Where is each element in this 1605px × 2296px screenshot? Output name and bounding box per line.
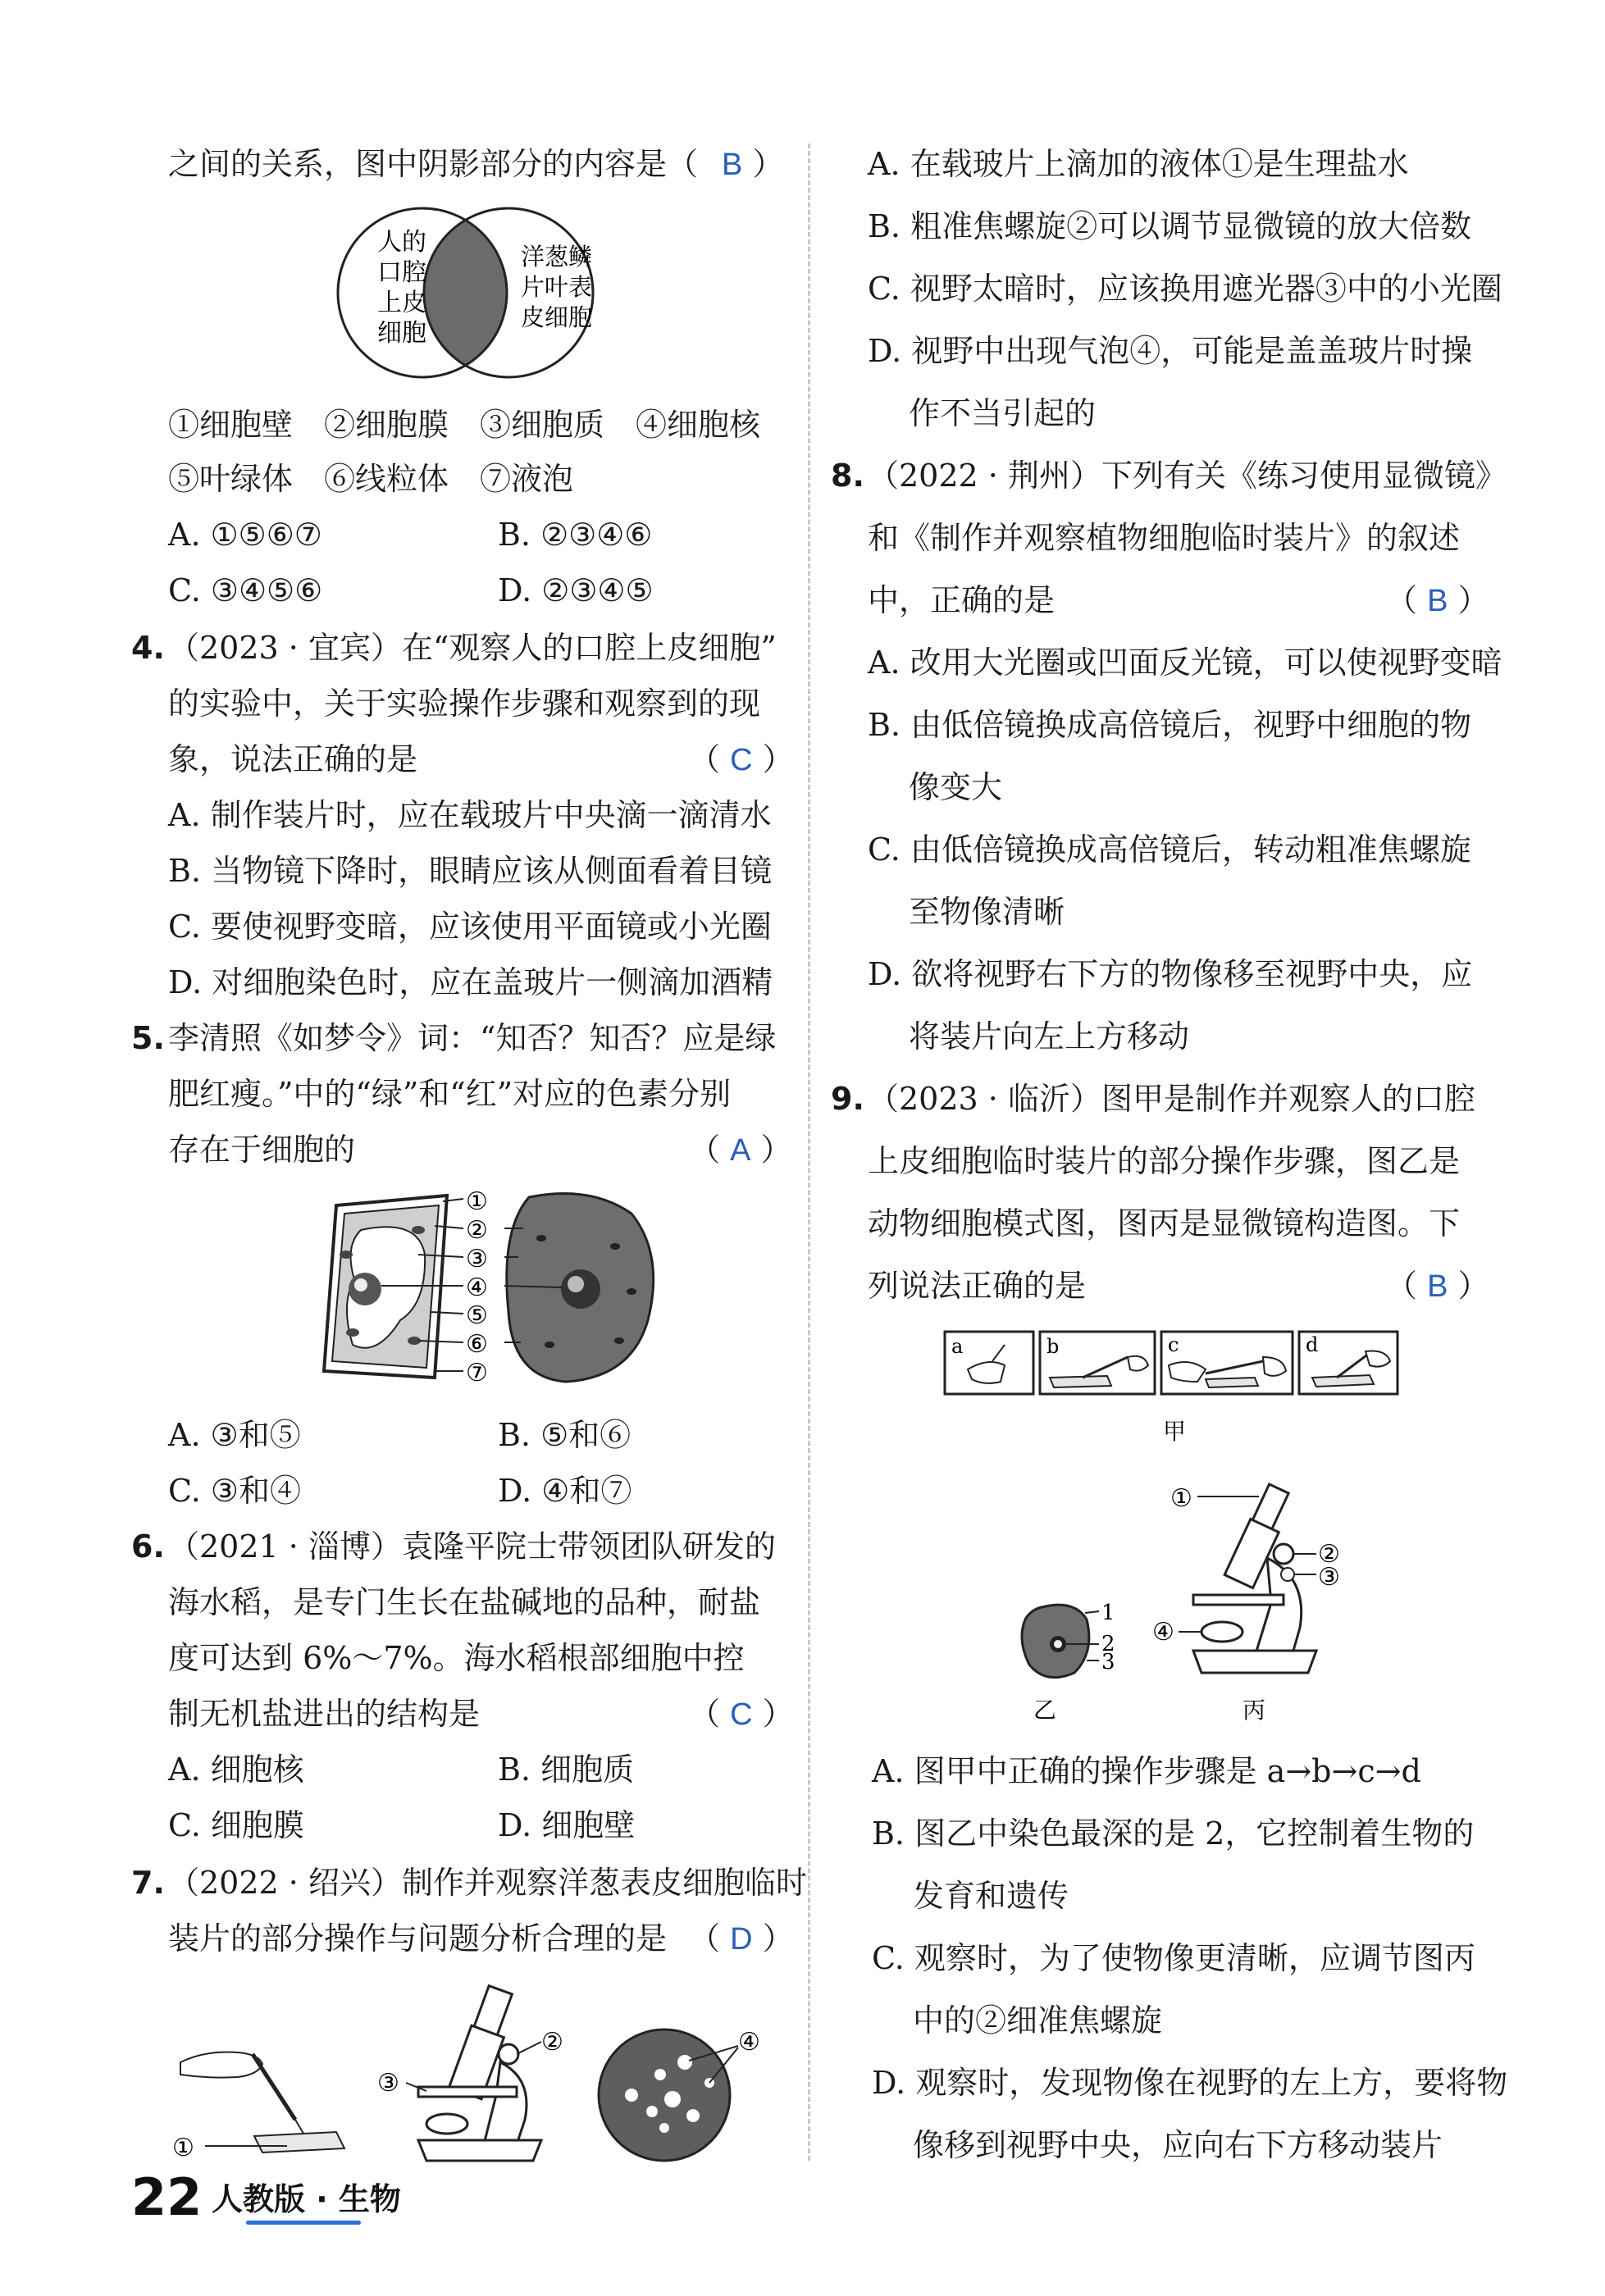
- q3-item-5: ⑤叶绿体: [168, 461, 294, 497]
- q5-option-b: B. ⑤和⑥: [498, 1417, 632, 1453]
- step-a-panel: [945, 1332, 1033, 1394]
- q8-option-c: C. 由低倍镜换成高倍镜后，转动粗准焦螺旋: [868, 831, 1471, 868]
- cell-label-5: ⑤: [466, 1301, 488, 1330]
- q5-line-3: 存在于细胞的: [168, 1132, 356, 1168]
- bing-label-3: ③: [1318, 1563, 1340, 1592]
- bing-label-1: ①: [1170, 1484, 1192, 1513]
- q7-option-c: C. 视野太暗时，应该换用遮光器③中的小光圈: [868, 271, 1502, 307]
- q9-line-2: 上皮细胞临时装片的部分操作步骤，图乙是: [868, 1143, 1461, 1179]
- cell-label-7: ⑦: [466, 1359, 488, 1387]
- q4-option-a: A. 制作装片时，应在载玻片中央滴一滴清水: [168, 797, 772, 833]
- fig-jia-caption: 甲: [1163, 1418, 1187, 1445]
- q8-option-d: D. 欲将视野右下方的物像移至视野中央，应: [868, 956, 1473, 992]
- q5-answer: （ A ）: [689, 1132, 792, 1168]
- venn-left-label-3: 上皮: [377, 289, 426, 317]
- bing-label-2: ②: [1318, 1540, 1340, 1569]
- q9-fig-yi-bing: [996, 1472, 1407, 1734]
- q6-line-1: （2021 · 淄博）袁隆平院士带领团队研发的: [168, 1528, 776, 1565]
- q9-option-d: D. 观察时，发现物像在视野的左上方，要将物: [872, 2065, 1508, 2101]
- cell-label-2: ②: [466, 1216, 488, 1245]
- q8-option-b-cont: 像变大: [909, 769, 1003, 805]
- q6-number: 6.: [131, 1528, 165, 1565]
- q4-option-c: C. 要使视野变暗，应该使用平面镜或小光圈: [168, 909, 772, 945]
- q6-line-2: 海水稻，是专门生长在盐碱地的品种，耐盐: [168, 1584, 761, 1620]
- venn-left-label-1: 人的: [377, 228, 426, 257]
- fig-yi-caption: 乙: [1033, 1697, 1057, 1724]
- cell-label-4: ④: [466, 1273, 488, 1302]
- venn-left-label-2: 口腔: [377, 258, 426, 287]
- q7-option-a: A. 在载玻片上滴加的液体①是生理盐水: [868, 146, 1409, 182]
- q6-option-a: A. 细胞核: [168, 1752, 304, 1788]
- fig-bing-caption: 丙: [1243, 1697, 1266, 1724]
- q8-option-d-cont: 将装片向左上方移动: [909, 1018, 1190, 1055]
- q8-option-c-cont: 至物像清晰: [909, 894, 1065, 930]
- q7-label-4: ④: [738, 2028, 760, 2057]
- q4-answer: （ C ）: [689, 741, 794, 777]
- q3-answer: B ）: [722, 146, 784, 182]
- q6-option-c: C. 细胞膜: [168, 1807, 304, 1843]
- q7-option-d-cont: 作不当引起的: [909, 395, 1097, 431]
- animal-cell: [507, 1194, 654, 1383]
- step-b-label: b: [1046, 1335, 1060, 1358]
- q7-label-1: ①: [172, 2134, 194, 2162]
- q6-option-d: D. 细胞壁: [498, 1807, 636, 1843]
- q3-option-b: B. ②③④⑥: [498, 517, 653, 553]
- q9-number: 9.: [831, 1081, 864, 1117]
- q8-number: 8.: [831, 458, 864, 494]
- q6-answer: （ C ）: [689, 1696, 794, 1732]
- q9-line-1: （2023 · 临沂）图甲是制作并观察人的口腔: [868, 1081, 1475, 1117]
- dropper-hand: [172, 2052, 344, 2163]
- q3-item-7: ⑦液泡: [480, 461, 574, 497]
- q5-line-1: 李清照《如梦令》词：“知否？知否？应是绿: [168, 1020, 777, 1056]
- cell-label-1: ①: [466, 1187, 488, 1216]
- q9-line-4: 列说法正确的是: [868, 1268, 1087, 1304]
- q4-option-b: B. 当物镜下降时，眼睛应该从侧面看着目镜: [168, 853, 773, 889]
- step-c-panel: [1161, 1332, 1293, 1394]
- yi-label-3: 3: [1101, 1650, 1115, 1674]
- venn-diagram: [324, 201, 636, 385]
- q6-option-b: B. 细胞质: [498, 1752, 635, 1788]
- page-number: 22: [131, 2167, 203, 2227]
- q8-answer: （ B ）: [1386, 582, 1489, 618]
- q3-item-3: ③细胞质: [480, 407, 605, 443]
- step-a-label: a: [951, 1335, 964, 1358]
- q9-option-c-cont: 中的②细准焦螺旋: [913, 2002, 1163, 2039]
- yi-label-1: 1: [1101, 1601, 1115, 1625]
- q3-option-a: A. ①⑤⑥⑦: [168, 517, 322, 553]
- q7-field-of-view: [599, 2028, 760, 2161]
- q5-cells-figure: [303, 1181, 673, 1394]
- q7-line-1: （2022 · 绍兴）制作并观察洋葱表皮细胞临时: [168, 1865, 807, 1901]
- q9-option-b-cont: 发育和遗传: [913, 1878, 1069, 1914]
- q9-option-d-cont: 像移到视野中央，应向右下方移动装片: [913, 2127, 1443, 2163]
- q7-figure: [172, 1972, 796, 2165]
- q7-label-2: ②: [541, 2028, 563, 2057]
- q9-answer: （ B ）: [1386, 1268, 1489, 1304]
- q4-line-3: 象，说法正确的是: [168, 741, 418, 777]
- q3-option-c: C. ③④⑤⑥: [168, 572, 323, 608]
- column-divider: [808, 144, 810, 2161]
- q7-option-d: D. 视野中出现气泡④，可能是盖盖玻片时操: [868, 333, 1473, 369]
- q4-line-2: 的实验中，关于实验操作步骤和观察到的现: [168, 686, 761, 722]
- q7-option-b: B. 粗准焦螺旋②可以调节显微镜的放大倍数: [868, 208, 1472, 244]
- q3-item-2: ②细胞膜: [324, 407, 449, 443]
- venn-right-label-1: 洋葱鳞: [521, 243, 593, 271]
- step-b-panel: [1040, 1332, 1155, 1394]
- q4-option-d: D. 对细胞染色时，应在盖玻片一侧滴加酒精: [168, 964, 773, 1000]
- q3-option-d: D. ②③④⑤: [498, 572, 654, 608]
- footer-label: 人教版 · 生物: [212, 2181, 401, 2217]
- venn-right-label-3: 皮细胞: [521, 303, 593, 331]
- q8-line-3: 中，正确的是: [868, 582, 1056, 618]
- cell-label-3: ③: [466, 1245, 488, 1273]
- q5-option-d: D. ④和⑦: [498, 1473, 632, 1509]
- bing-label-4: ④: [1152, 1618, 1174, 1647]
- step-d-label: d: [1306, 1333, 1319, 1356]
- yi-label-2: 2: [1101, 1632, 1115, 1656]
- q9-fig-jia: [943, 1328, 1402, 1451]
- q7-answer: （ D ）: [689, 1920, 794, 1957]
- q3-tail-text: 之间的关系，图中阴影部分的内容是（: [168, 146, 699, 182]
- q5-number: 5.: [131, 1020, 165, 1056]
- step-d-panel: [1299, 1332, 1398, 1394]
- venn-left-label-4: 细胞: [377, 319, 426, 348]
- q9-option-c: C. 观察时，为了使物像更清晰，应调节图丙: [872, 1940, 1475, 1976]
- q4-line-1: （2023 · 宜宾）在“观察人的口腔上皮细胞”: [168, 630, 777, 666]
- q9-option-b: B. 图乙中染色最深的是 2，它控制着生物的: [872, 1815, 1475, 1852]
- q9-line-3: 动物细胞模式图，图丙是显微镜构造图。下: [868, 1205, 1461, 1241]
- q3-item-1: ①细胞壁: [168, 407, 294, 443]
- q8-option-b: B. 由低倍镜换成高倍镜后，视野中细胞的物: [868, 707, 1472, 743]
- q7-number: 7.: [131, 1865, 165, 1901]
- q5-line-2: 肥红瘦。”中的“绿”和“红”对应的色素分别: [168, 1076, 732, 1112]
- q4-number: 4.: [131, 630, 165, 666]
- step-c-label: c: [1168, 1333, 1179, 1356]
- q3-item-6: ⑥线粒体: [324, 461, 449, 497]
- q7-microscope: [377, 1986, 563, 2161]
- q6-line-3: 度可达到 6%～7%。海水稻根部细胞中控: [168, 1640, 745, 1676]
- microscope-bing: [1152, 1484, 1340, 1724]
- q3-item-4: ④细胞核: [636, 407, 761, 443]
- footer-accent-bar: [246, 2221, 361, 2225]
- q5-option-c: C. ③和④: [168, 1473, 301, 1509]
- q6-line-4: 制无机盐进出的结构是: [168, 1696, 481, 1732]
- q5-option-a: A. ③和⑤: [168, 1417, 301, 1453]
- q7-line-2: 装片的部分操作与问题分析合理的是: [168, 1920, 668, 1957]
- q8-line-2: 和《制作并观察植物细胞临时装片》的叙述: [868, 520, 1461, 556]
- q9-option-a: A. 图甲中正确的操作步骤是 a→b→c→d: [872, 1753, 1421, 1789]
- animal-cell-yi: [1022, 1601, 1115, 1724]
- q8-option-a: A. 改用大光圈或凹面反光镜，可以使视野变暗: [868, 645, 1502, 681]
- cell-label-6: ⑥: [466, 1330, 488, 1359]
- q7-label-3: ③: [377, 2069, 399, 2098]
- venn-right-label-2: 片叶表: [521, 273, 593, 301]
- q8-line-1: （2022 · 荆州）下列有关《练习使用显微镜》: [868, 458, 1507, 494]
